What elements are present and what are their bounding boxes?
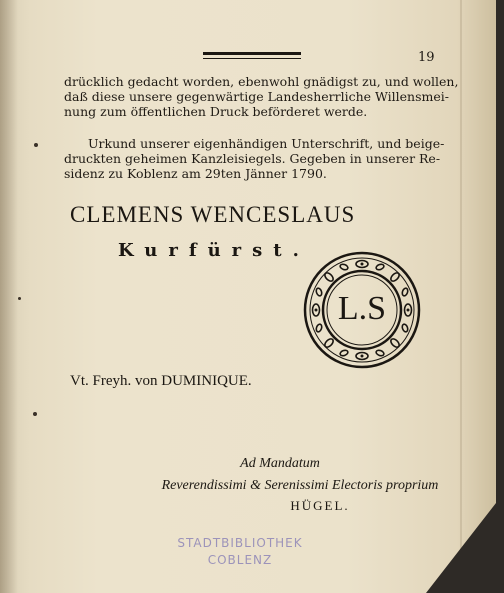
signatory-name: CLEMENS WENCESLAUS — [70, 202, 356, 227]
mandate-signer: HÜGEL. — [290, 498, 350, 513]
stamp-line-2: COBLENZ — [207, 553, 273, 567]
paragraph-1-line: drücklich gedacht worden, ebenwohl gnädigst zu, und wollen, — [64, 74, 459, 89]
library-stamp — [160, 535, 320, 569]
header-rule-thin — [203, 58, 301, 59]
paragraph-2-line: sidenz zu Koblenz am 29ten Jänner 1790. — [64, 166, 327, 181]
spine-shadow — [0, 0, 18, 593]
signatory-title: Kurfürst. — [118, 240, 310, 261]
page-number: 19 — [418, 50, 435, 65]
paragraph-2-line: Urkund unserer eigenhändigen Unterschrift, und beige- — [88, 136, 445, 151]
seal-initials: L.S — [337, 290, 387, 327]
stamp-line-1: STADTBIBLIOTHEK — [177, 536, 303, 550]
page-corner-shadow — [426, 503, 496, 593]
ink-speck — [18, 297, 21, 300]
paragraph-1 — [64, 74, 459, 119]
paragraph-2-line: druckten geheimen Kanzleisiegels. Gegeben in unserer Re- — [64, 151, 441, 166]
paragraph-1-line: nung zum öffentlichen Druck beförderet werde. — [64, 104, 368, 119]
paragraph-1-line: daß diese unsere gegenwärtige Landesherrliche Willensmei- — [64, 89, 449, 104]
header-rule — [203, 52, 301, 55]
mandate-line-2: Reverendissimi & Serenissimi Electoris proprium — [161, 478, 439, 493]
mandate-line-1: Ad Mandatum — [240, 456, 320, 471]
ink-speck — [34, 143, 38, 147]
ink-speck — [33, 412, 37, 416]
countersignature: Vt. Freyh. von DUMINIQUE. — [70, 373, 252, 389]
paragraph-2 — [64, 136, 444, 181]
